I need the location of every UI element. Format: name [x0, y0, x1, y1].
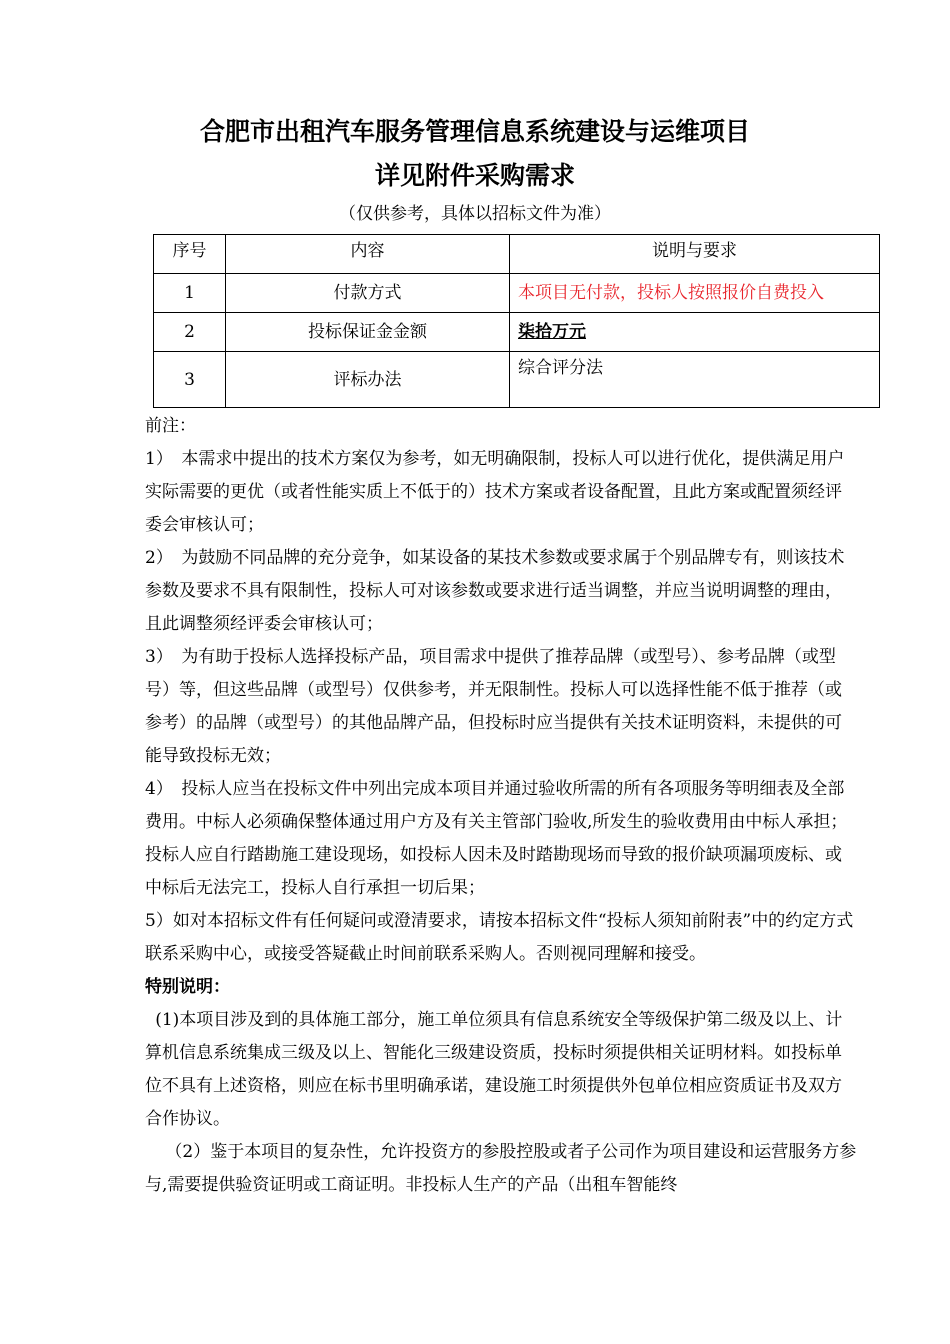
table-header-row [154, 235, 880, 274]
header-no: 序号 [154, 235, 226, 274]
notes-section [145, 410, 857, 1202]
special-item: (1)本项目涉及到的具体施工部分，施工单位须具有信息系统安全等级保护第二级及以上、计算机信息系统集成三级及以上、智能化三级建设资质，投标时须提供相关证明材料。如投标单位不具有上述资格，则应在标书里明确承诺，建设施工时须提供外包单位相应资质证书及双方合作协议。 [145, 1010, 843, 1129]
note-item: 1） 本需求中提出的技术方案仅为参考，如无明确限制，投标人可以进行优化，提供满足用户实际需要的更优（或者性能实质上不低于的）技术方案或者设备配置，且此方案或配置须经评委会审核认可； [145, 449, 845, 535]
row-content: 投标保证金金额 [226, 313, 510, 352]
table-row [154, 274, 880, 313]
row-description: 本项目无付款，投标人按照报价自费投入 [510, 274, 880, 313]
table-row [154, 313, 880, 352]
note-item: 2） 为鼓励不同品牌的充分竞争，如某设备的某技术参数或要求属于个别品牌专有，则该技术参数及要求不具有限制性，投标人可对该参数或要求进行适当调整，并应当说明调整的理由，且此调整须经评委会审核认可； [145, 548, 845, 634]
document-subtitle-heading: 详见附件采购需求 [374, 161, 575, 190]
row-no: 1 [154, 274, 226, 313]
reference-note: （仅供参考，具体以招标文件为准） [339, 204, 611, 224]
row-content: 付款方式 [226, 274, 510, 313]
note-item: 4） 投标人应当在投标文件中列出完成本项目并通过验收所需的所有各项服务等明细表及全部费用。中标人必须确保整体通过用户方及有关主管部门验收,所发生的验收费用由中标人承担；投标人应自行踏勘施工建设现场，如投标人因未及时踏勘现场而导致的报价缺项漏项废标、或中标后无法完工，投标人自行承担一切后果； [145, 779, 848, 898]
row-description: 综合评分法 [510, 352, 880, 408]
note-item: 5）如对本招标文件有任何疑问或澄清要求，请按本招标文件“投标人须知前附表”中的约定方式联系采购中心，或接受答疑截止时间前联系采购人。否则视同理解和接受。 [145, 911, 854, 964]
special-heading: 特别说明： [145, 977, 230, 997]
notes-heading: 前注： [145, 416, 196, 436]
special-item: （2）鉴于本项目的复杂性，允许投资方的参股控股或者子公司作为项目建设和运营服务方参与,需要提供验资证明或工商证明。非投标人生产的产品（出租车智能终 [145, 1142, 857, 1195]
row-no: 2 [154, 313, 226, 352]
header-content: 内容 [226, 235, 510, 274]
row-content: 评标办法 [226, 352, 510, 408]
document-title: 合肥市出租汽车服务管理信息系统建设与运维项目 [199, 117, 750, 146]
requirements-table [153, 234, 880, 408]
note-item: 3） 为有助于投标人选择投标产品，项目需求中提供了推荐品牌（或型号）、参考品牌（或型号）等，但这些品牌（或型号）仅供参考，并无限制性。投标人可以选择性能不低于推荐（或参考）的品牌（或型号）的其他品牌产品，但投标时应当提供有关技术证明资料，未提供的可能导致投标无效； [145, 647, 842, 766]
table-row [154, 352, 880, 408]
header-description: 说明与要求 [510, 235, 880, 274]
row-no: 3 [154, 352, 226, 408]
deposit-amount: 柒拾万元 [518, 322, 586, 342]
row-description [510, 313, 880, 352]
